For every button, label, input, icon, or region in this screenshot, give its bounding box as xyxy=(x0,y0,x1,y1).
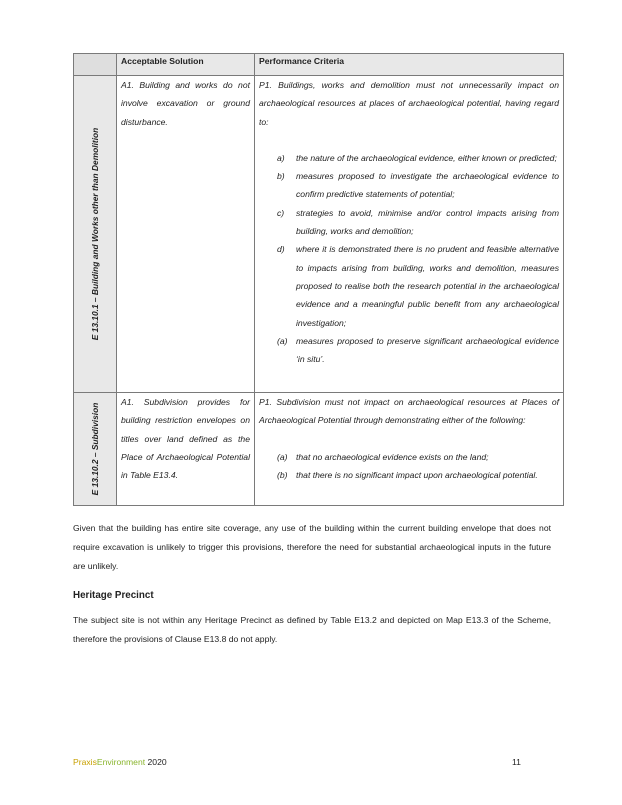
row-label-building-works: E 13.10.1 – Building and Works other than Demolition xyxy=(90,127,100,341)
list-item: b) measures proposed to investigate the archaeological evidence to confirm predictive statements of potential; xyxy=(277,171,559,200)
list-item: a) the nature of the archaeological evidence, either known or predicted; xyxy=(277,152,557,163)
header-blank-cell xyxy=(74,54,117,76)
list-item: d) where it is demonstrated there is no prudent and feasible alternative to impacts arising from building, works and demolition, measures proposed to realise both the research potential in the archaeological evidence and a meaningful public benefit from any archaeological investigation; xyxy=(277,244,559,328)
table-header-row xyxy=(74,54,564,76)
list-item: (a) that no archaeological evidence exists on the land; xyxy=(277,451,489,462)
performance-criteria-cell xyxy=(255,393,564,506)
paragraph-excavation: Given that the building has entire site coverage, any use of the building within the current building envelope that does not require excavation is unlikely to trigger this provisions, therefore the need for substantial archaeological inputs in the future are unlikely. xyxy=(73,523,551,571)
table-row xyxy=(74,393,564,506)
header-acceptable-solution: Acceptable Solution xyxy=(117,54,255,76)
heading-heritage-precinct: Heritage Precinct xyxy=(73,590,154,601)
acceptable-solution-cell xyxy=(117,76,255,393)
table-row xyxy=(74,76,564,393)
criteria-intro: P1. Buildings, works and demolition must not unnecessarily impact on archaeological resources at places of archaeological potential, having regard to: xyxy=(259,80,559,127)
acceptable-solution-text: A1. Building and works do not involve excavation or ground disturbance. xyxy=(121,80,250,127)
performance-criteria-cell xyxy=(255,76,564,393)
criteria-list xyxy=(259,149,559,369)
criteria-table xyxy=(73,53,564,506)
row-label-cell xyxy=(74,76,117,393)
list-item: (a) measures proposed to preserve significant archaeological evidence ‘in situ’. xyxy=(277,335,559,365)
row-label-cell xyxy=(74,393,117,506)
criteria-list xyxy=(259,448,559,485)
paragraph-heritage-precinct: The subject site is not within any Heritage Precinct as defined by Table E13.2 and depicted on Map E13.3 of the Scheme, therefore the provisions of Clause E13.8 do not apply. xyxy=(73,615,551,644)
acceptable-solution-cell xyxy=(117,393,255,506)
criteria-intro: P1. Subdivision must not impact on archaeological resources at Places of Archaeological Potential through demonstrating either of the following: xyxy=(259,397,559,426)
footer-brand xyxy=(73,757,167,767)
list-item: c) strategies to avoid, minimise and/or control impacts arising from building, works and demolition; xyxy=(277,207,559,237)
row-label-subdivision: E 13.10.2 – Subdivision xyxy=(90,402,100,496)
list-item: (b) that there is no significant impact upon archaeological potential. xyxy=(277,469,538,480)
brand-praxis: Praxis xyxy=(73,757,97,767)
brand-environment: Environment xyxy=(96,757,146,767)
acceptable-solution-text: A1. Subdivision provides for building restriction envelopes on titles over land defined as the Place of Archaeological Potential in Table E13.4. xyxy=(121,397,250,481)
page-number: 11 xyxy=(512,757,521,767)
header-performance-criteria: Performance Criteria xyxy=(255,54,564,76)
footer-year: 2020 xyxy=(145,757,167,767)
